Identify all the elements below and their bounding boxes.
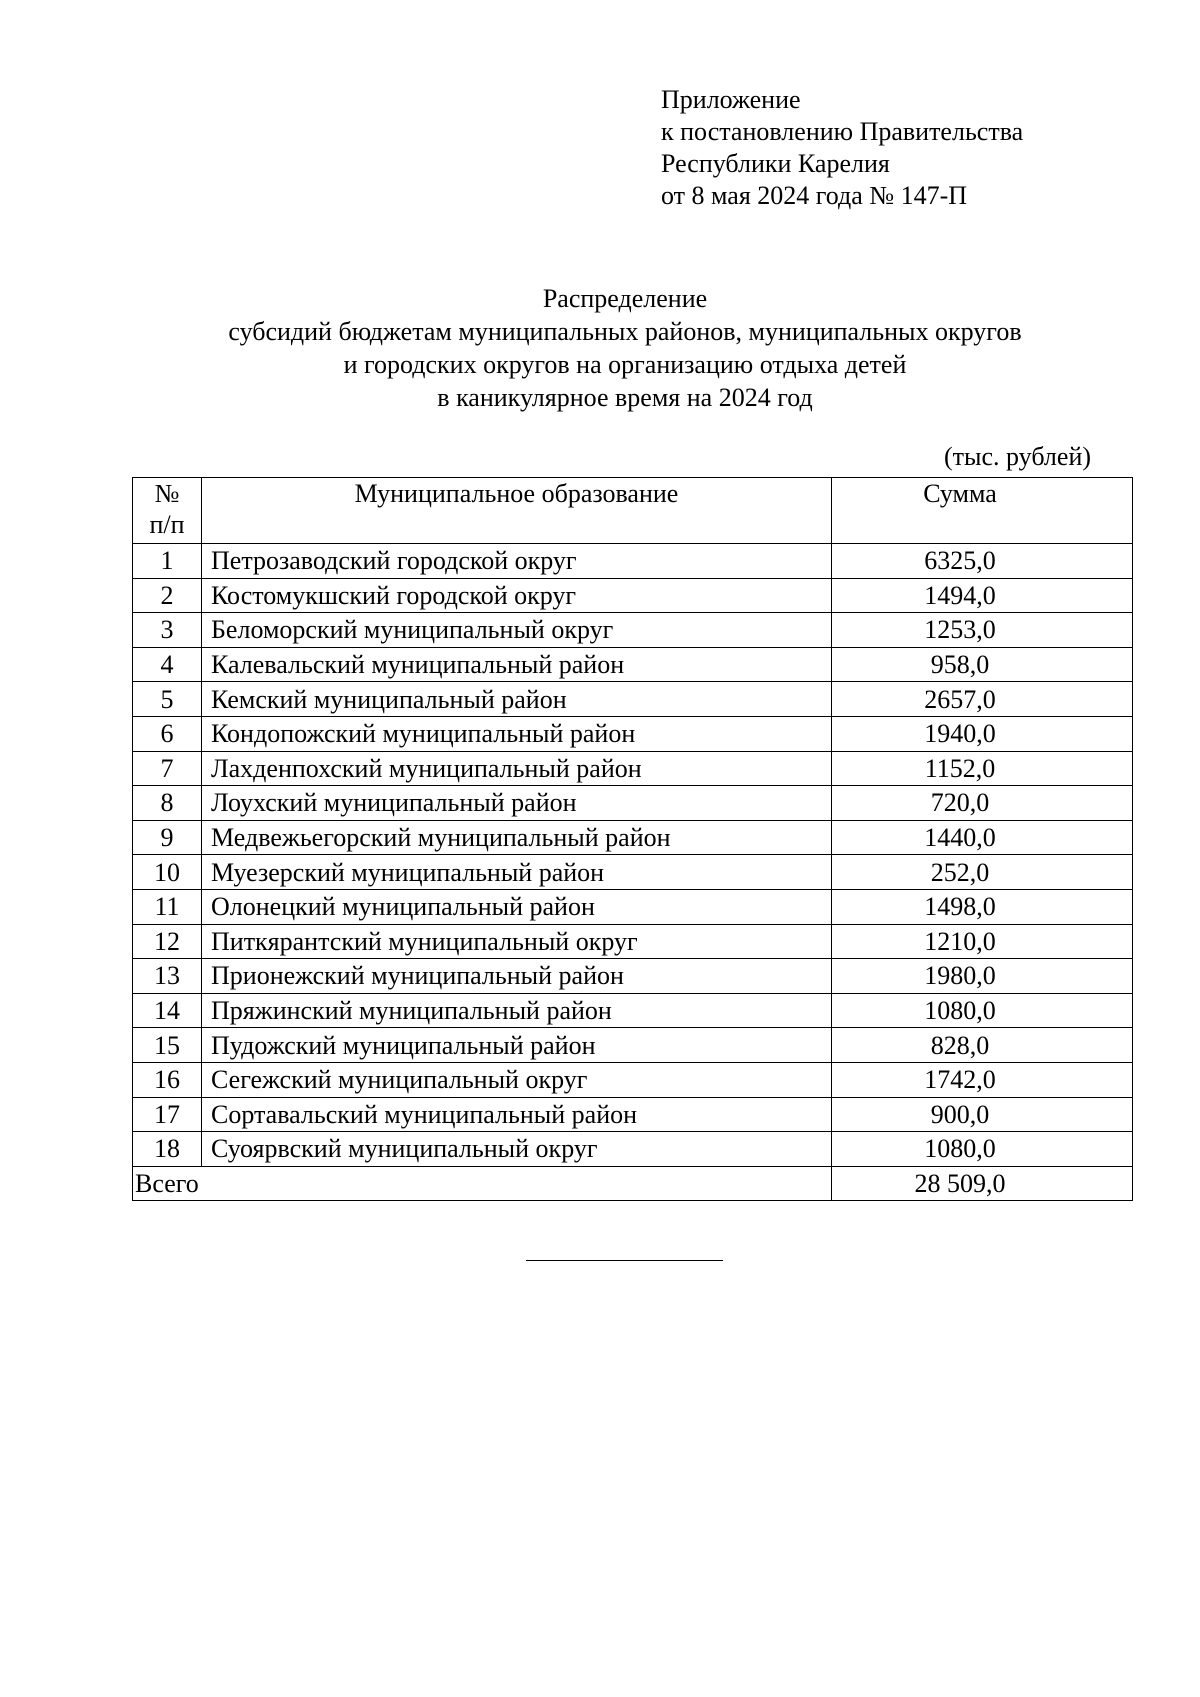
row-num: 7	[133, 751, 202, 786]
row-name: Олонецкий муниципальный район	[202, 889, 832, 924]
row-name: Сортавальский муниципальный район	[202, 1097, 832, 1132]
table-row	[133, 544, 1133, 579]
row-name: Костомукшский городской округ	[202, 578, 832, 613]
row-sum: 1440,0	[832, 820, 1133, 855]
row-name: Прионежский муниципальный район	[202, 959, 832, 994]
distribution-table	[132, 477, 1133, 1201]
appendix-line-4: от 8 мая 2024 года № 147-П	[661, 181, 968, 210]
table-row	[133, 924, 1133, 959]
table-row	[133, 1028, 1133, 1063]
row-sum: 1742,0	[832, 1062, 1133, 1097]
title-line-2: субсидий бюджетам муниципальных районов, муниципальных округов	[228, 317, 1022, 346]
row-sum: 252,0	[832, 855, 1133, 890]
row-name: Муезерский муниципальный район	[202, 855, 832, 890]
table-row	[133, 855, 1133, 890]
row-name: Лоухский муниципальный район	[202, 786, 832, 821]
title-line-3: и городских округов на организацию отдыха детей	[343, 350, 907, 379]
table-row	[133, 751, 1133, 786]
row-num: 9	[133, 820, 202, 855]
appendix-line-1: Приложение	[661, 85, 801, 114]
appendix-line-2: к постановлению Правительства	[661, 117, 1024, 146]
row-sum: 1253,0	[832, 613, 1133, 648]
row-sum: 1152,0	[832, 751, 1133, 786]
row-name: Пряжинский муниципальный район	[202, 993, 832, 1028]
table-row	[133, 716, 1133, 751]
table-row	[133, 786, 1133, 821]
table-row	[133, 647, 1133, 682]
row-num: 1	[133, 544, 202, 579]
header-sum: Сумма	[832, 478, 1133, 544]
table-row	[133, 1062, 1133, 1097]
row-name: Суоярвский муниципальный округ	[202, 1132, 832, 1167]
document-title	[0, 282, 1200, 414]
table-row	[133, 682, 1133, 717]
header-num	[133, 478, 202, 544]
table-row	[133, 613, 1133, 648]
row-sum: 900,0	[832, 1097, 1133, 1132]
row-num: 12	[133, 924, 202, 959]
row-sum: 1494,0	[832, 578, 1133, 613]
row-sum: 1980,0	[832, 959, 1133, 994]
row-sum: 1080,0	[832, 993, 1133, 1028]
total-sum: 28 509,0	[832, 1166, 1133, 1201]
row-sum: 6325,0	[832, 544, 1133, 579]
row-name: Петрозаводский городской округ	[202, 544, 832, 579]
row-num: 14	[133, 993, 202, 1028]
table-row	[133, 1097, 1133, 1132]
row-sum: 1080,0	[832, 1132, 1133, 1167]
table-row	[133, 993, 1133, 1028]
table-header-row	[133, 478, 1133, 544]
row-sum: 720,0	[832, 786, 1133, 821]
header-num-line-2: п/п	[149, 510, 185, 539]
closing-rule	[526, 1260, 723, 1261]
row-sum: 828,0	[832, 1028, 1133, 1063]
row-num: 10	[133, 855, 202, 890]
row-name: Беломорский муниципальный округ	[202, 613, 832, 648]
header-name: Муниципальное образование	[202, 478, 832, 544]
row-name: Сегежский муниципальный округ	[202, 1062, 832, 1097]
row-sum: 1940,0	[832, 716, 1133, 751]
row-num: 6	[133, 716, 202, 751]
row-num: 3	[133, 613, 202, 648]
row-name: Кемский муниципальный район	[202, 682, 832, 717]
table-row	[133, 1132, 1133, 1167]
row-num: 8	[133, 786, 202, 821]
row-sum: 958,0	[832, 647, 1133, 682]
table-row	[133, 578, 1133, 613]
row-num: 4	[133, 647, 202, 682]
row-name: Пудожский муниципальный район	[202, 1028, 832, 1063]
row-num: 16	[133, 1062, 202, 1097]
row-num: 5	[133, 682, 202, 717]
table-row	[133, 889, 1133, 924]
table-total-row	[133, 1166, 1133, 1201]
header-num-line-1: №	[154, 479, 180, 508]
row-num: 17	[133, 1097, 202, 1132]
title-line-4: в каникулярное время на 2024 год	[437, 383, 813, 412]
table-row	[133, 820, 1133, 855]
row-sum: 1498,0	[832, 889, 1133, 924]
row-num: 13	[133, 959, 202, 994]
row-name: Питкярантский муниципальный округ	[202, 924, 832, 959]
row-name: Кондопожский муниципальный район	[202, 716, 832, 751]
row-num: 15	[133, 1028, 202, 1063]
row-num: 11	[133, 889, 202, 924]
appendix-block	[661, 84, 1023, 212]
appendix-line-3: Республики Карелия	[661, 149, 890, 178]
row-name: Медвежьегорский муниципальный район	[202, 820, 832, 855]
row-num: 18	[133, 1132, 202, 1167]
row-sum: 1210,0	[832, 924, 1133, 959]
total-label: Всего	[133, 1166, 832, 1201]
row-name: Калевальский муниципальный район	[202, 647, 832, 682]
title-line-1: Распределение	[542, 284, 708, 313]
unit-label: (тыс. рублей)	[944, 442, 1092, 471]
table-row	[133, 959, 1133, 994]
row-sum: 2657,0	[832, 682, 1133, 717]
row-name: Лахденпохский муниципальный район	[202, 751, 832, 786]
row-num: 2	[133, 578, 202, 613]
